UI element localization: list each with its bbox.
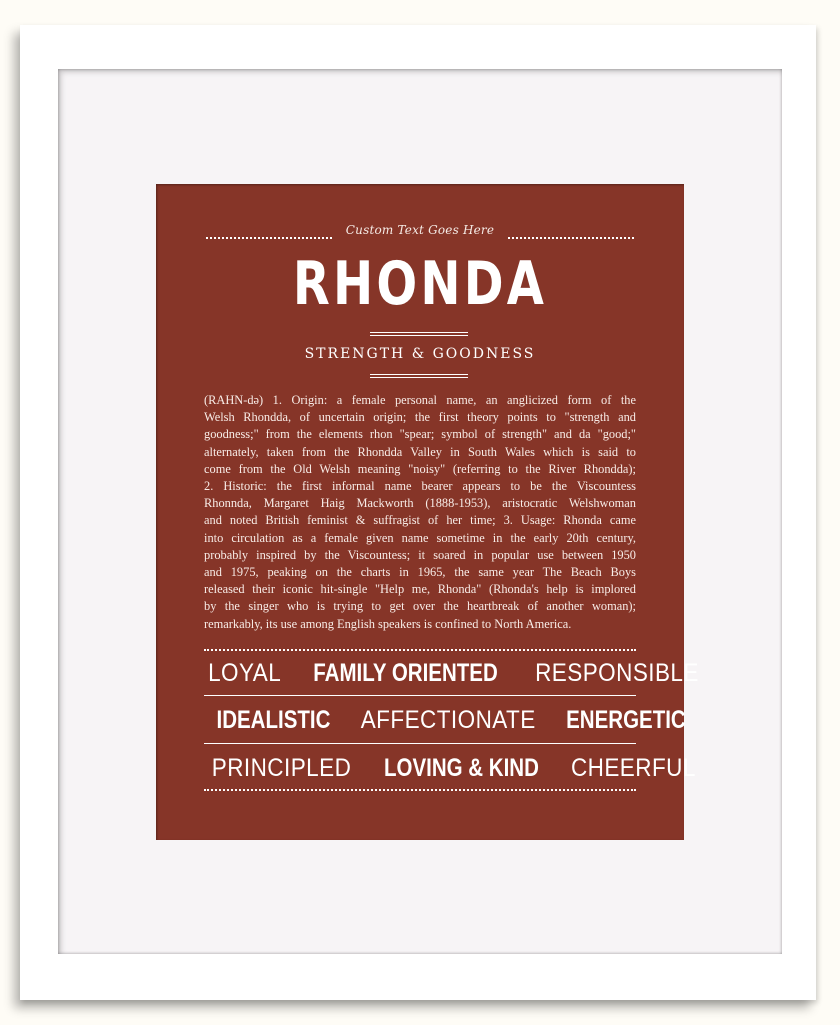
- trait: LOYAL: [208, 659, 282, 687]
- trait: LOVING & KIND: [384, 754, 539, 782]
- definition-line: released their iconic hit-single "Help me, Rhonda" (Rhonda's help is implored: [204, 582, 636, 597]
- definition-line: (RAHN-də) 1. Origin: a female personal name, an anglicized form of the: [204, 393, 636, 407]
- definition-line: probably inspired by the Viscountess; it soared in popular use between 1950: [204, 547, 636, 562]
- definition-line: and noted British feminist & suffragist of her time; 3. Usage: Rhonda came: [204, 513, 636, 528]
- trait: CHEERFUL: [570, 754, 696, 782]
- trait: PRINCIPLED: [211, 754, 352, 782]
- trait: AFFECTIONATE: [360, 706, 536, 734]
- traits-row-2: [204, 705, 686, 735]
- definition-line: by the singer who is trying to get over the heartbreak of another woman);: [204, 599, 636, 614]
- definition-line: alternately, taken from the Rhondda Valley in South Wales which is said to: [204, 444, 636, 459]
- traits-rule-1: [204, 695, 636, 696]
- name-subtitle: STRENGTH & GOODNESS: [304, 346, 536, 362]
- traits-row-1: [204, 658, 700, 688]
- definition-line: goodness;" from the elements rhon "spear; symbol of strength" and da "good;": [204, 427, 636, 442]
- traits-rule-2: [204, 743, 636, 744]
- dotted-divider-left: [206, 237, 332, 239]
- definition-line: Rhonnda, Margaret Haig Mackworth (1888-1953), aristocratic Welshwoman: [204, 496, 636, 511]
- subtitle-rule-bottom: [370, 374, 468, 375]
- custom-text: Custom Text Goes Here: [345, 223, 495, 237]
- definition-line: 2. Historic: the first informal name bearer appears to be the Viscountess: [204, 479, 636, 494]
- dotted-divider-traits-bottom: [204, 789, 636, 791]
- name-print: [156, 184, 700, 840]
- trait: IDEALISTIC: [216, 706, 331, 734]
- name-title: RHONDA: [292, 249, 548, 319]
- dotted-divider-traits-top: [204, 649, 636, 651]
- definition-line: remarkably, its use among English speakers is confined to North America.: [204, 616, 572, 631]
- dotted-divider-right: [508, 237, 634, 239]
- definition-line: into circulation as a female given name sometime in the early 20th century,: [204, 530, 636, 545]
- subtitle-rule-top: [370, 332, 468, 333]
- definition-line: Welsh Rhondda, of uncertain origin; the first theory points to "strength and: [204, 410, 636, 425]
- definition-line: come from the Old Welsh meaning "noisy" (referring to the River Rhondda);: [204, 461, 636, 476]
- name-definition: [204, 392, 636, 633]
- trait: RESPONSIBLE: [535, 659, 700, 687]
- subtitle-rule-top-2: [370, 335, 468, 336]
- traits-row-3: [204, 753, 696, 783]
- trait: ENERGETIC: [566, 706, 686, 734]
- definition-line: and 1975, peaking on the charts in 1965, the same year The Beach Boys: [204, 565, 636, 580]
- subtitle-rule-bottom-2: [370, 377, 468, 378]
- trait: FAMILY ORIENTED: [313, 659, 498, 687]
